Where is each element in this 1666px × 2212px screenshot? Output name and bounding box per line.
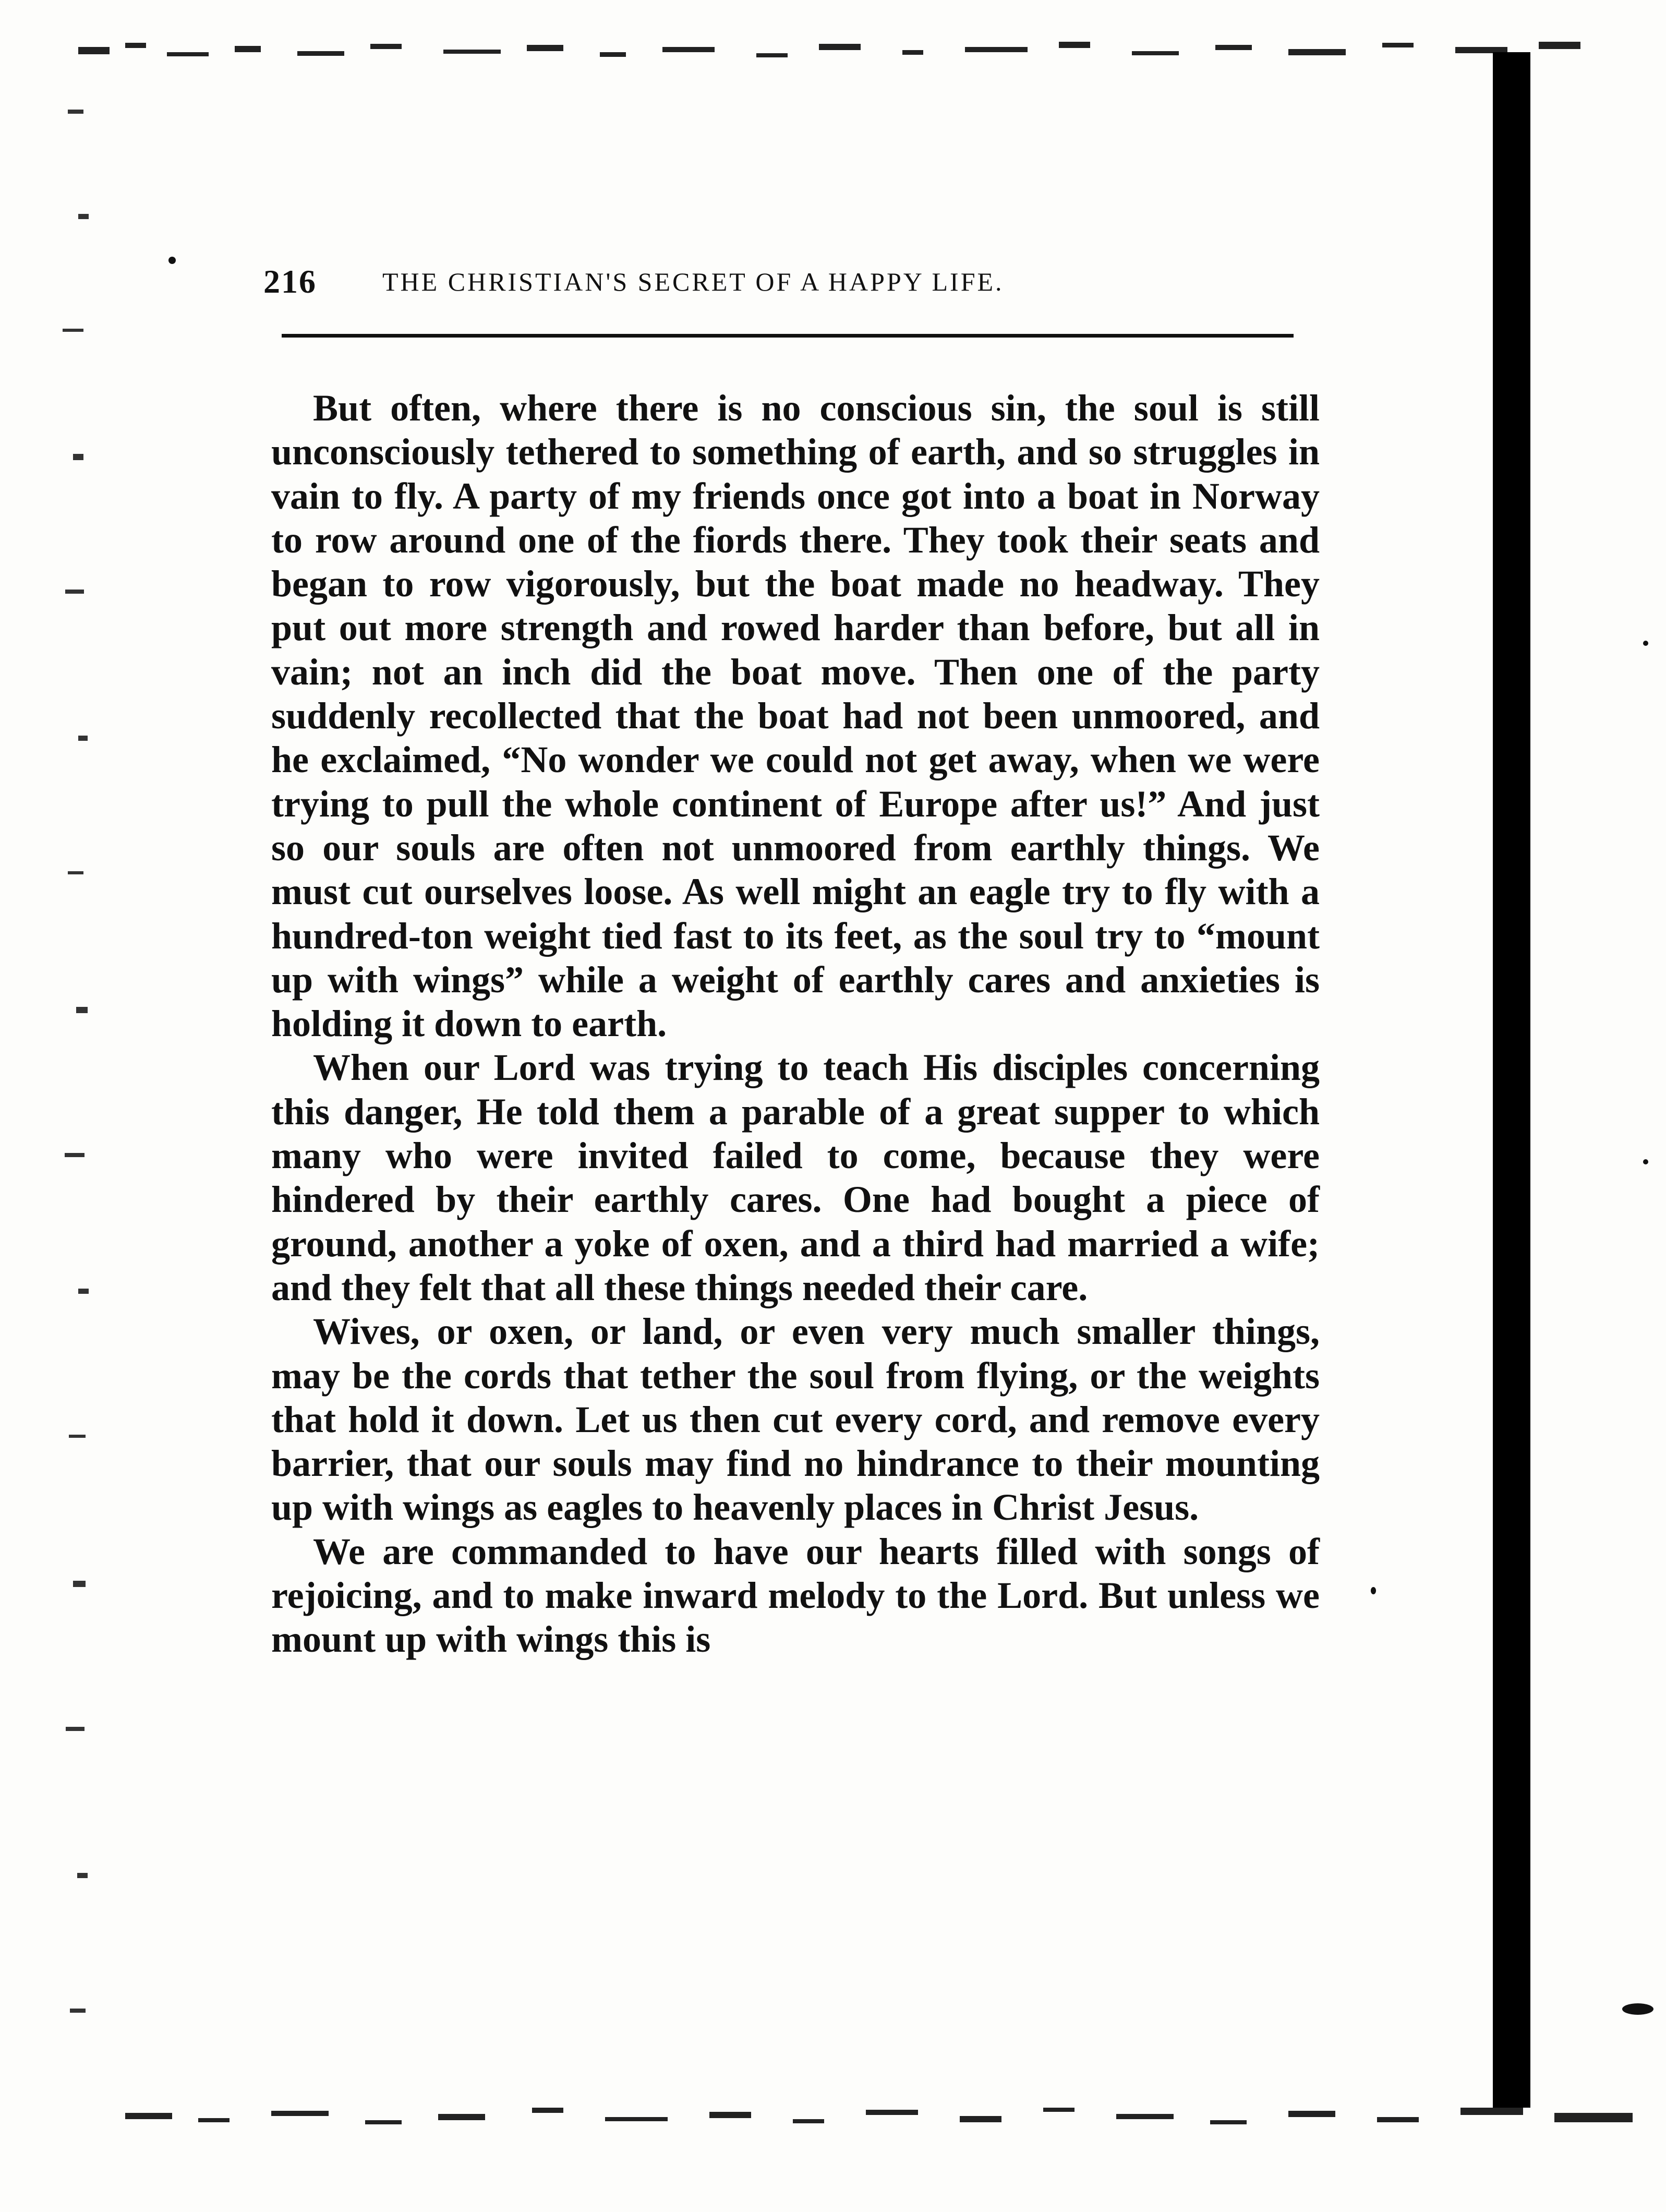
ink-speck — [1643, 641, 1648, 646]
paragraph: When our Lord was trying to teach His disciples concerning this danger, He told them a parable of a great supper to which many who were invited failed to come, because they were hindered by their earthly cares. One had bought a piece of ground, another a yoke of oxen, and a third had married a wife; and they felt that all these things needed their care. — [271, 1047, 1320, 1308]
ink-speck — [1643, 1159, 1648, 1164]
body-text — [271, 386, 1320, 1662]
ink-speck — [1622, 2003, 1653, 2015]
header-rule — [282, 334, 1294, 338]
scan-noise-bottom — [115, 2076, 1659, 2160]
binding-shadow — [1493, 52, 1530, 2108]
paragraph: We are commanded to have our hearts filled with songs of rejoicing, and to make inward melody to the Lord. But unless we mount up with wings this is — [271, 1530, 1320, 1661]
running-title: THE CHRISTIAN'S SECRET OF A HAPPY LIFE. — [382, 267, 1004, 296]
scan-noise-top — [78, 21, 1591, 83]
scan-noise-left — [57, 78, 120, 2113]
ink-speck — [168, 257, 176, 264]
page-number: 216 — [263, 263, 317, 300]
paragraph: Wives, or oxen, or land, or even very much smaller things, may be the cords that tether the soul from flying, or the weights that hold it down. Let us then cut every cord, and remove every barrier, that our souls may find no hindrance to their mounting up with wings as eagles to heavenly places in Christ Jesus. — [271, 1311, 1320, 1529]
page-header — [263, 256, 1299, 313]
paragraph: But often, where there is no conscious sin, the soul is still unconsciously tethered to something of earth, and so struggles in vain to fly. A party of my friends once got into a boat in Norway to row around one of the fiords there. They took their seats and began to row vigorously, but the boat made no headway. They put out more strength and rowed harder than before, but all in vain; not an inch did the boat move. Then one of the party suddenly recollected that the boat had not been unmoored, and he exclaimed, “No wonder we could not get away, when we were trying to pull the whole continent of Europe after us!” And just so our souls are often not unmoored from earthly things. We must cut ourselves loose. As well might an eagle try to fly with a hundred-ton weight tied fast to its feet, as the soul try to “mount up with wings” while a weight of earthly cares and anxieties is holding it down to earth. — [271, 387, 1320, 1045]
ink-speck — [1371, 1587, 1376, 1594]
